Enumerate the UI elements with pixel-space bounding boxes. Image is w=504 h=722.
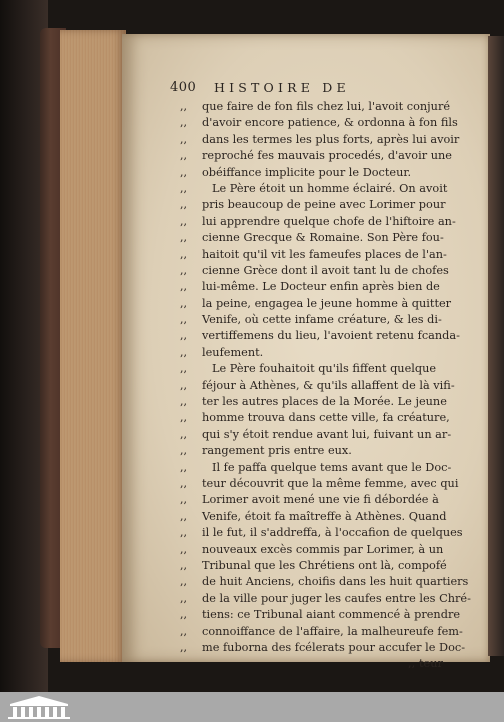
line-text: de la ville pour juger les caufes entre les Chré-	[202, 591, 471, 605]
line-text: cienne Grecque & Romaine. Son Père fou-	[202, 231, 444, 245]
quote-mark: ,,	[180, 575, 187, 589]
line-text: me fuborna des fcélerats pour accufer le Doc-	[202, 640, 466, 654]
library-logo-icon	[4, 694, 74, 720]
line-text: tiens: ce Tribunal aiant commencé à prendre	[202, 608, 461, 622]
line-text: qui s'y étoit rendue avant lui, fuivant un ar-	[202, 427, 452, 441]
quote-mark: ,,	[180, 526, 187, 540]
text-line	[180, 312, 480, 328]
quote-mark: ,,	[180, 542, 187, 556]
text-line	[180, 378, 480, 394]
line-text: pris beaucoup de peine avec Lorimer pour	[202, 198, 446, 212]
text-line	[180, 525, 480, 541]
line-text: féjour à Athènes, & qu'ils allaffent de là vifi-	[202, 378, 455, 392]
catchword-quote: ,,	[408, 657, 416, 671]
quote-mark: ,,	[180, 345, 187, 359]
running-title: HISTOIRE DE	[214, 80, 350, 95]
quote-mark: ,,	[180, 313, 187, 327]
text-line	[180, 230, 480, 246]
text-line	[180, 427, 480, 443]
quote-mark: ,,	[180, 427, 187, 441]
text-line	[180, 443, 480, 459]
text-line	[180, 197, 480, 213]
line-text: Il fe paffa quelque tems avant que le Doc-	[212, 460, 452, 474]
text-line	[180, 492, 480, 508]
line-text: obéiffance implicite pour le Docteur.	[202, 165, 412, 179]
quote-mark: ,,	[180, 608, 187, 622]
line-text: rangement pris entre eux.	[202, 444, 352, 458]
quote-mark: ,,	[180, 444, 187, 458]
quote-mark: ,,	[180, 591, 187, 605]
line-text: cienne Grèce dont il avoit tant lu de chofes	[202, 263, 449, 277]
page-number: 400	[170, 80, 197, 95]
line-text: de huit Anciens, choifis dans les huit quartiers	[202, 575, 469, 589]
line-text: il le fut, il s'addreffa, à l'occafion de quelques	[202, 526, 463, 540]
text-line	[180, 181, 480, 197]
line-text: homme trouva dans cette ville, fa créature,	[202, 411, 450, 425]
line-text: dans les termes les plus forts, après lui avoir	[202, 132, 460, 146]
catchword: teur	[419, 657, 443, 671]
text-line	[180, 361, 480, 377]
page-edges	[60, 30, 126, 662]
quote-mark: ,,	[180, 640, 187, 654]
text-line	[180, 476, 480, 492]
quote-mark: ,,	[180, 296, 187, 310]
quote-mark: ,,	[180, 132, 187, 146]
text-line	[180, 460, 480, 476]
text-line	[180, 148, 480, 164]
catchword-line	[180, 656, 480, 672]
text-block	[180, 99, 480, 673]
quote-mark: ,,	[180, 378, 187, 392]
quote-mark: ,,	[180, 116, 187, 130]
text-line	[180, 132, 480, 148]
quote-mark: ,,	[180, 263, 187, 277]
line-text: lui apprendre quelque chofe de l'hiftoire an-	[202, 214, 456, 228]
text-line	[180, 214, 480, 230]
footer-bar	[0, 692, 504, 722]
line-text: nouveaux excès commis par Lorimer, à un	[202, 542, 444, 556]
line-text: Lorimer avoit mené une vie fi débordée à	[202, 493, 439, 507]
line-text: teur découvrit que la même femme, avec qui	[202, 476, 459, 490]
quote-mark: ,,	[180, 395, 187, 409]
text-line	[180, 624, 480, 640]
quote-mark: ,,	[180, 509, 187, 523]
quote-mark: ,,	[180, 149, 187, 163]
text-line	[180, 607, 480, 623]
line-text: Le Père étoit un homme éclairé. On avoit	[212, 181, 448, 195]
text-line	[180, 279, 480, 295]
quote-mark: ,,	[180, 198, 187, 212]
line-text: reproché fes mauvais procedés, d'avoir une	[202, 149, 452, 163]
text-line	[180, 99, 480, 115]
line-text: que faire de fon fils chez lui, l'avoit conjuré	[202, 100, 451, 113]
text-line	[180, 296, 480, 312]
line-text: Tribunal que les Chrétiens ont là, compofé	[202, 558, 447, 572]
text-line	[180, 558, 480, 574]
text-line	[180, 263, 480, 279]
quote-mark: ,,	[180, 493, 187, 507]
running-header	[170, 80, 490, 98]
text-line	[180, 165, 480, 181]
right-edge	[488, 36, 504, 656]
text-line	[180, 345, 480, 361]
text-line	[180, 509, 480, 525]
line-text: haitoit qu'il vit les fameufes places de l'an-	[202, 247, 447, 261]
text-line	[180, 115, 480, 131]
quote-mark: ,,	[180, 460, 187, 474]
line-text: leufement.	[202, 345, 264, 359]
line-text: vertiffemens du lieu, l'avoient retenu fcanda-	[202, 329, 460, 343]
text-line	[180, 591, 480, 607]
quote-mark: ,,	[180, 100, 187, 113]
line-text: ter les autres places de la Morée. Le jeune	[202, 395, 447, 409]
text-line	[180, 328, 480, 344]
quote-mark: ,,	[180, 247, 187, 261]
line-text: connoiffance de l'affaire, la malheureufe fem-	[202, 624, 463, 638]
text-line	[180, 410, 480, 426]
quote-mark: ,,	[180, 214, 187, 228]
quote-mark: ,,	[180, 280, 187, 294]
line-text: lui-même. Le Docteur enfin après bien de	[202, 280, 440, 294]
quote-mark: ,,	[180, 329, 187, 343]
quote-mark: ,,	[180, 558, 187, 572]
quote-mark: ,,	[180, 181, 187, 195]
quote-mark: ,,	[180, 624, 187, 638]
line-text: Venife, où cette infame créature, & les di-	[202, 313, 442, 327]
text-line	[180, 574, 480, 590]
quote-mark: ,,	[180, 165, 187, 179]
quote-mark: ,,	[180, 476, 187, 490]
line-text: la peine, engagea le jeune homme à quitter	[202, 296, 452, 310]
text-line	[180, 542, 480, 558]
text-line	[180, 394, 480, 410]
quote-mark: ,,	[180, 231, 187, 245]
quote-mark: ,,	[180, 411, 187, 425]
text-line	[180, 247, 480, 263]
quote-mark: ,,	[180, 362, 187, 376]
line-text: Le Père fouhaitoit qu'ils fiffent quelque	[212, 362, 437, 376]
line-text: d'avoir encore patience, & ordonna à fon fils	[202, 116, 458, 130]
text-line	[180, 640, 480, 656]
line-text: Venife, étoit fa maîtreffe à Athènes. Quand	[202, 509, 447, 523]
